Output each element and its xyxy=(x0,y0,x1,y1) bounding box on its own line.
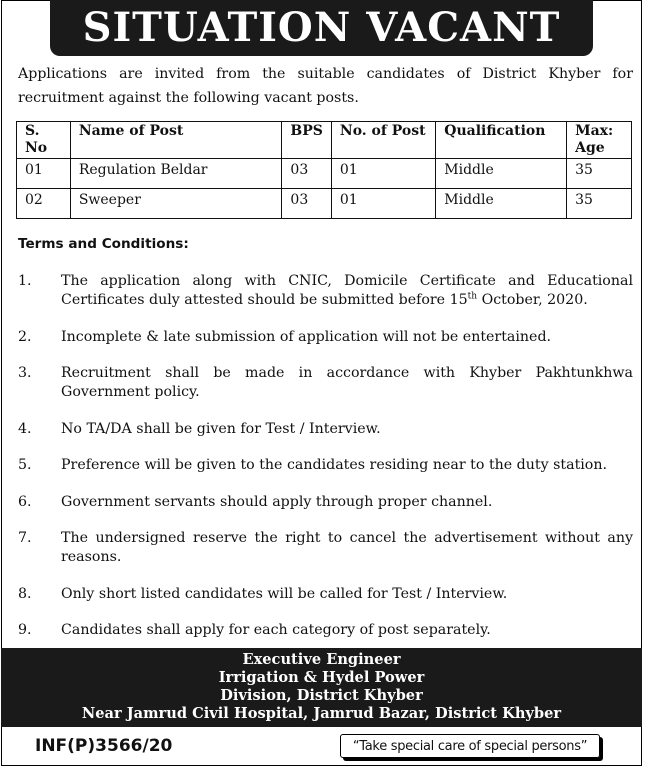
header-max-age: Max: Age xyxy=(567,122,632,159)
term-number: 9. xyxy=(18,622,32,638)
term-text: Candidates shall apply for each category of post separately. xyxy=(61,622,491,638)
signature-footer xyxy=(1,648,642,727)
cell-s-no: 02 xyxy=(17,189,71,219)
cell-no-of-post: 01 xyxy=(331,159,435,189)
term-number: 2. xyxy=(18,329,32,345)
header-qualification: Qualification xyxy=(436,122,567,159)
term-text: Only short listed candidates will be called for Test / Interview. xyxy=(61,586,508,602)
header-name-of-post: Name of Post xyxy=(70,122,282,159)
term-number: 8. xyxy=(18,586,32,602)
cell-max-age: 35 xyxy=(567,159,632,189)
term-text: Government servants should apply through proper channel. xyxy=(61,494,493,510)
cell-bps: 03 xyxy=(282,159,331,189)
header-no-of-post: No. of Post xyxy=(331,122,435,159)
term-number: 1. xyxy=(18,273,32,289)
term-text: Recruitment shall be made in accordance with Khyber Pakhtunkhwa Government policy. xyxy=(61,365,633,400)
table-row xyxy=(17,189,632,219)
term-text: The undersigned reserve the right to cancel the advertisement without any reasons. xyxy=(61,530,633,565)
cell-qualification: Middle xyxy=(436,159,567,189)
office-address: Near Jamrud Civil Hospital, Jamrud Bazar, District Khyber xyxy=(81,705,562,722)
cell-qualification: Middle xyxy=(436,189,567,219)
vacant-posts-table xyxy=(16,121,632,219)
department-name: Irrigation & Hydel Power xyxy=(218,669,425,686)
officer-title: Executive Engineer xyxy=(242,651,401,668)
header-bps: BPS xyxy=(282,122,331,159)
cell-no-of-post: 01 xyxy=(331,189,435,219)
term-number: 3. xyxy=(18,365,32,381)
title-banner xyxy=(50,0,593,56)
term-text: The application along with CNIC, Domicile Certificate and Educational Certificates duly attested should be submitted before 15th October, 2020. xyxy=(61,273,633,308)
slogan-box: “Take special care of special persons” xyxy=(340,734,600,758)
header-s-no: S. No xyxy=(17,122,71,159)
table-row xyxy=(17,159,632,189)
term-text: No TA/DA shall be given for Test / Interview. xyxy=(61,421,381,437)
term-number: 6. xyxy=(18,494,32,510)
cell-s-no: 01 xyxy=(17,159,71,189)
division-name: Division, District Khyber xyxy=(220,687,423,704)
term-number: 7. xyxy=(18,530,32,546)
cell-max-age: 35 xyxy=(567,189,632,219)
ordinal-suffix: th xyxy=(467,291,478,302)
cell-bps: 03 xyxy=(282,189,331,219)
term-text: Incomplete & late submission of application will not be entertained. xyxy=(61,329,552,345)
terms-heading: Terms and Conditions: xyxy=(18,236,189,252)
cell-name-of-post: Sweeper xyxy=(70,189,282,219)
page-title: SITUATION VACANT xyxy=(82,4,561,51)
inf-code: INF(P)3566/20 xyxy=(35,736,173,756)
cell-name-of-post: Regulation Beldar xyxy=(70,159,282,189)
table-header-row xyxy=(17,122,632,159)
intro-paragraph: Applications are invited from the suitable candidates of District Khyber for recruitment against the following vacant posts. xyxy=(18,66,633,106)
term-text: Preference will be given to the candidates residing near to the duty station. xyxy=(61,457,607,473)
term-number: 4. xyxy=(18,421,32,437)
term-number: 5. xyxy=(18,457,32,473)
